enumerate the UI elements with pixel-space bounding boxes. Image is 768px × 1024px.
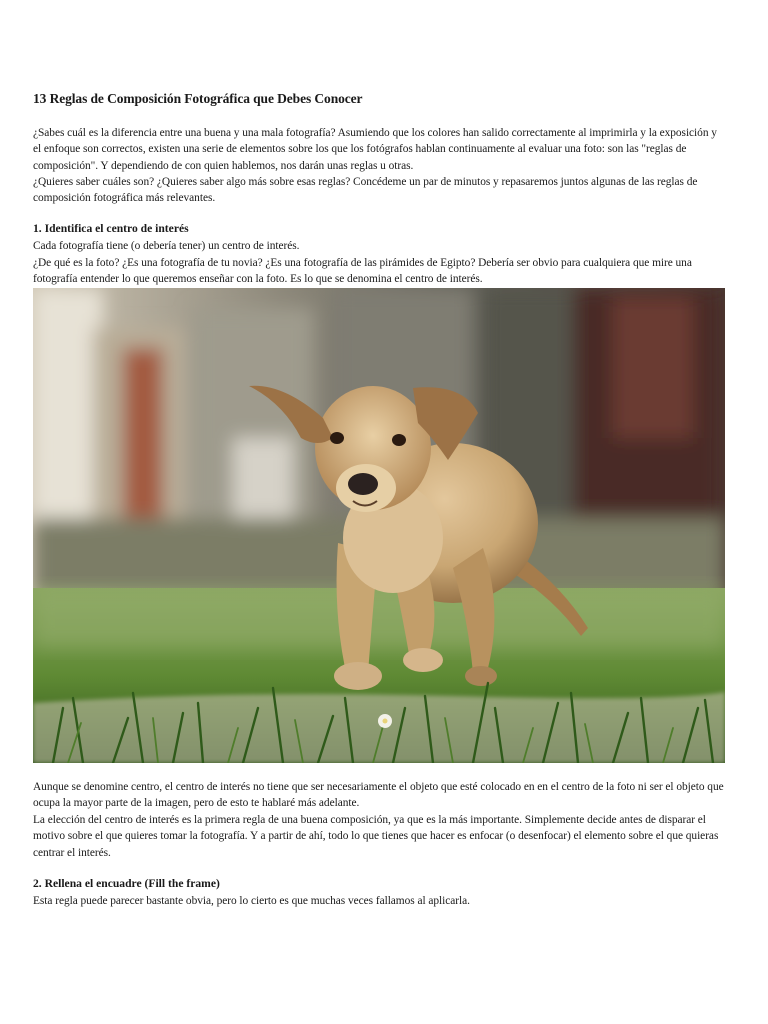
puppy-photo bbox=[33, 288, 725, 763]
section-2-heading: 2. Rellena el encuadre (Fill the frame) bbox=[33, 877, 220, 890]
intro-paragraph-1: ¿Sabes cuál es la diferencia entre una buena y una mala fotografía? Asumiendo que los colores han salido correctamente al imprimirla y la exposición y el enfoque son correctos, existen una serie de elementos sobre los que los fotógrafos hablan continuamente al evaluar una foto: son las "reglas de composición". Y dependiendo de con quien hablemos, nos darán unas reglas u otras. bbox=[33, 127, 717, 172]
section-1-after-image-paragraph-2: La elección del centro de interés es la primera regla de una buena composición, ya que es la más importante. Simplemente decide antes de disparar el motivo sobre el que quieres tomar la fotografía. Y a partir de ahí, todo lo que tienes que hacer es enfocar (o desenfocar) el elemento sobre el que quieras centrar el interés. bbox=[33, 814, 719, 859]
section-1-paragraph-1: Cada fotografía tiene (o debería tener) un centro de interés. bbox=[33, 240, 300, 252]
section-1-heading: 1. Identifica el centro de interés bbox=[33, 222, 189, 235]
intro-paragraph-2: ¿Quieres saber cuáles son? ¿Quieres saber algo más sobre esas reglas? Concédeme un par de minutos y repasaremos juntos algunas de las reglas de composición fotográfica más relevantes. bbox=[33, 176, 698, 205]
section-1-paragraph-2: ¿De qué es la foto? ¿Es una fotografía de tu novia? ¿Es una fotografía de las pirámides de Egipto? Debería ser obvio para cualquiera que mire una fotografía entender lo que queremos enseñar con la foto. Es lo que se denomina el centro de interés. bbox=[33, 257, 692, 286]
document-title: 13 Reglas de Composición Fotográfica que Debes Conocer bbox=[33, 91, 363, 106]
section-1-after-image-paragraph-1: Aunque se denomine centro, el centro de interés no tiene que ser necesariamente el objeto que esté colocado en en el centro de la foto ni ser el objeto que ocupa la mayor parte de la imagen, pero de esto te hablaré más adelante. bbox=[33, 781, 724, 810]
section-2-paragraph-1: Esta regla puede parecer bastante obvia, pero lo cierto es que muchas veces fallamos al aplicarla. bbox=[33, 895, 470, 907]
